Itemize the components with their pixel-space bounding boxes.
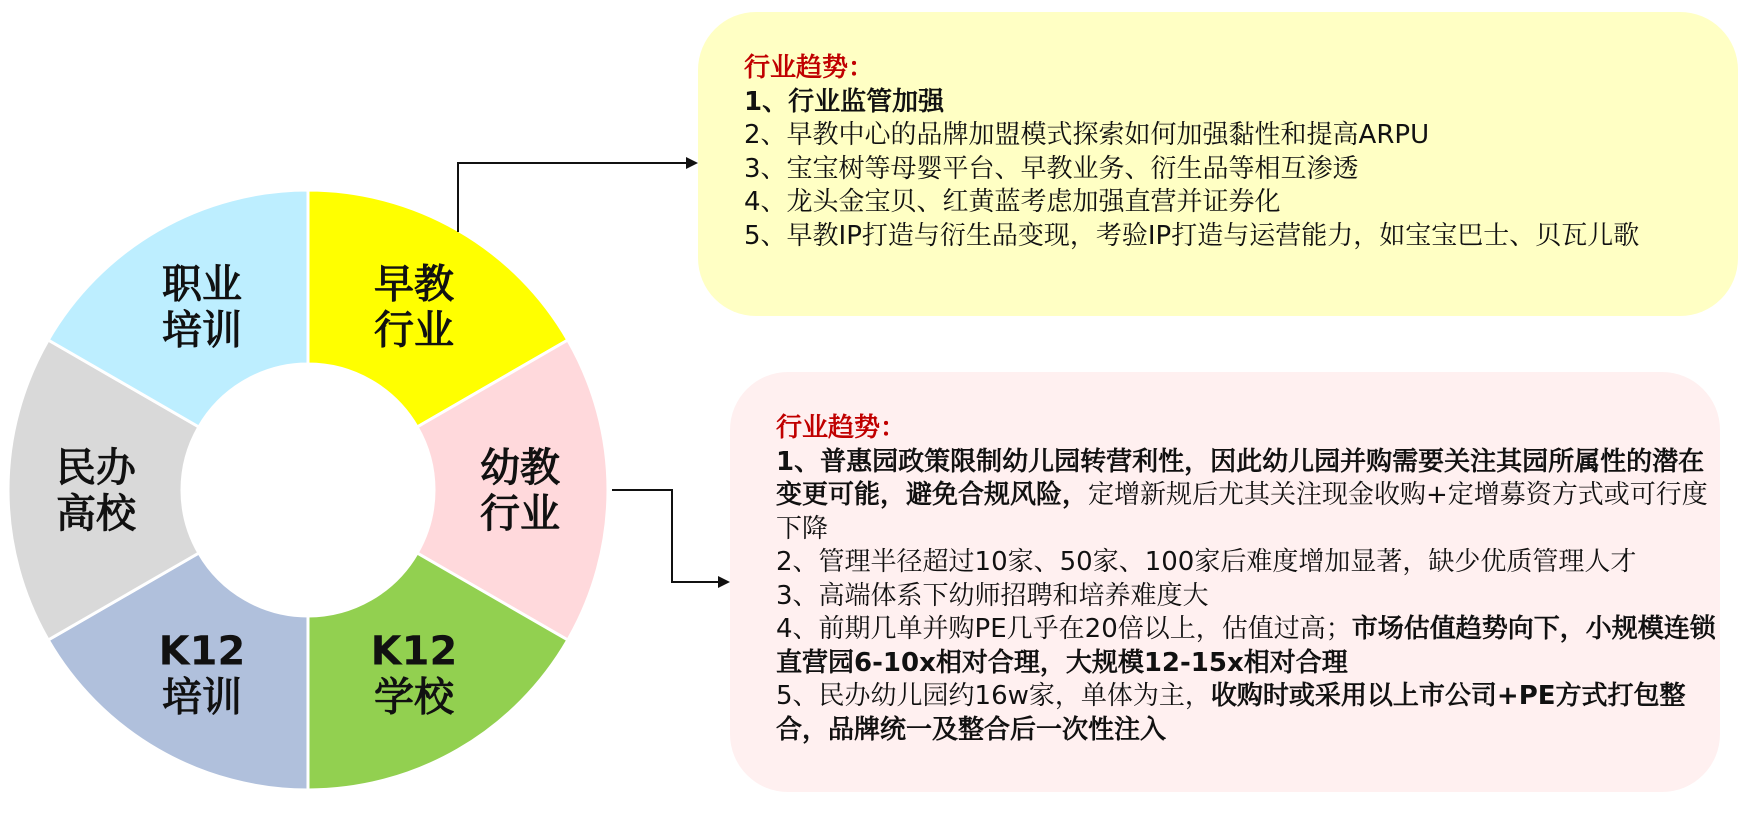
segment-label-line: 幼教	[480, 445, 560, 491]
early-edu-trend-text: 4、龙头金宝贝、红黄蓝考虑加强直营并证券化	[744, 187, 1281, 217]
early-edu-trend-item	[744, 153, 1738, 187]
kindergarten-trends-box	[730, 372, 1720, 792]
segment-label-line: 培训	[162, 674, 242, 721]
segment-label-line: K12	[158, 628, 246, 675]
segment-label-line: 高校	[56, 491, 136, 537]
early-edu-trend-text: 2、早教中心的品牌加盟模式探索如何加强黏性和提高ARPU	[744, 120, 1430, 150]
kindergarten-trend-item	[776, 680, 1720, 747]
early-edu-trend-item	[744, 220, 1738, 254]
early-edu-connector	[458, 163, 688, 232]
early-edu-trends-box	[698, 12, 1738, 316]
segment-label-kindergarten	[480, 445, 561, 537]
kindergarten-trend-text: 2、管理半径超过10家、50家、100家后难度增加显著，缺少优质管理人才	[776, 547, 1637, 577]
kindergarten-trend-text: 定增新规后尤其关注现金收购+定增募资方式或可行度下降	[776, 480, 1708, 544]
segment-label-line: K12	[370, 628, 458, 675]
early-edu-trend-text: 1、行业监管加强	[744, 86, 945, 117]
kindergarten-trend-item	[776, 546, 1720, 580]
early-edu-trend-text: 5、早教IP打造与衍生品变现，考验IP打造与运营能力，如宝宝巴士、贝瓦儿歌	[744, 220, 1640, 251]
segment-label-line: 职业	[162, 261, 242, 308]
segment-label-line: 民办	[56, 445, 136, 491]
kindergarten-trend-item	[776, 446, 1720, 547]
kindergarten-trend-text: 1、普惠园政策限制幼儿园转营利性，因此幼儿园并购需要关注其园所属性的潜在变更可能，避免合规风险，	[776, 446, 1705, 510]
segment-label-vocational	[162, 261, 242, 353]
kindergarten-trend-text: 5、民办幼儿园约16w家，单体为主，	[776, 681, 1211, 711]
segment-label-line: 学校	[374, 674, 454, 721]
kindergarten-trend-text: 收购时或采用以上市公司+PE方式打包整合，品牌统一及整合后一次性注入	[776, 681, 1686, 745]
kindergarten-trend-text: 4、前期几单并购PE几乎在20倍以上，估值过高；	[776, 614, 1352, 644]
early-edu-trend-text: 3、宝宝树等母婴平台、早教业务、衍生品等相互渗透	[744, 153, 1359, 184]
kindergarten-trends-list	[776, 446, 1720, 748]
kindergarten-trend-item	[776, 613, 1720, 680]
segment-label-private-college	[56, 445, 138, 537]
segment-label-k12-school	[371, 629, 458, 721]
kindergarten-arrowhead	[718, 576, 730, 588]
kindergarten-trend-text: 市场估值趋势向下，小规模连锁直营园6-10x相对合理，大规模12-15x相对合理	[776, 614, 1716, 678]
segment-label-early-edu	[374, 261, 455, 353]
kindergarten-trend-text: 3、高端体系下幼师招聘和培养难度大	[776, 580, 1209, 611]
early-edu-trends-list	[744, 86, 1738, 254]
early-edu-trends-heading: 行业趋势：	[744, 53, 875, 83]
segment-label-line: 行业	[480, 491, 560, 537]
early-edu-trend-item	[744, 86, 1738, 120]
segment-label-line: 培训	[162, 307, 242, 354]
kindergarten-connector	[612, 490, 720, 582]
early-edu-trend-item	[744, 119, 1738, 153]
segment-label-k12-training	[159, 629, 246, 721]
early-edu-arrowhead	[686, 157, 698, 169]
kindergarten-trends-heading: 行业趋势：	[776, 413, 907, 443]
early-edu-trend-item	[744, 186, 1738, 220]
segment-label-line: 早教	[374, 261, 454, 308]
segment-label-line: 行业	[374, 307, 454, 354]
kindergarten-trend-item	[776, 580, 1720, 614]
